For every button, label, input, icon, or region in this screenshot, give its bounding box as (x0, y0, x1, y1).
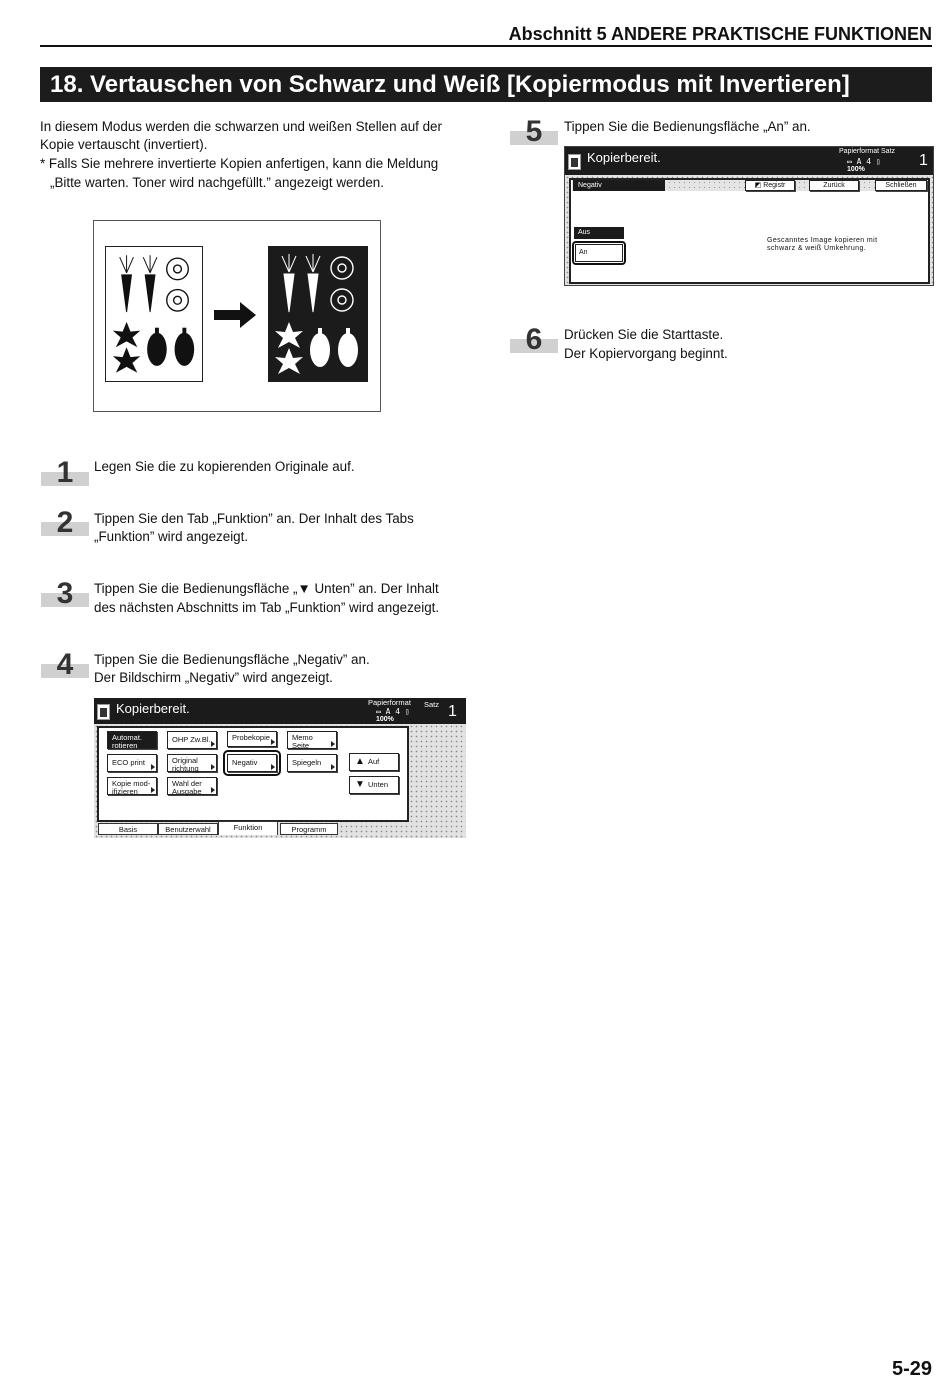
auf-label: Auf (368, 757, 380, 766)
intro-line-1: In diesem Modus werden die schwarzen und weißen Stellen auf der (40, 119, 442, 134)
spiegeln-label: Spiegeln (292, 758, 322, 767)
zurueck-button[interactable]: Zurück (809, 180, 859, 191)
probekopie-button[interactable] (227, 731, 277, 747)
triangle-right-icon (271, 739, 275, 745)
paper-format-label: Papierformat (368, 698, 411, 707)
triangle-right-icon (151, 787, 155, 793)
function-tab-screen (94, 698, 466, 838)
step-number: 3 (56, 577, 74, 610)
step-5-text: Tippen Sie die Bedienungsfläche „An” an. (564, 119, 811, 134)
copy-count: 1 (448, 703, 457, 720)
page-number: 5-29 (891, 1358, 932, 1380)
step-4-text-line-1: Tippen Sie die Bedienungsfläche „Negativ” an. (94, 652, 370, 667)
paper-size-value (376, 707, 410, 716)
arrow-down-icon: ▼ (355, 779, 365, 790)
step-number: 5 (525, 115, 543, 148)
memo-label: Memo Seite (292, 733, 313, 750)
status-message: Kopierbereit. (116, 701, 190, 716)
step-2-text-line-2: „Funktion” wird angezeigt. (94, 529, 249, 544)
tab-funktion[interactable]: Funktion (218, 821, 278, 835)
negativ-button[interactable] (227, 754, 277, 772)
status-message: Kopierbereit. (587, 150, 661, 165)
document-icon (97, 704, 110, 720)
original-orientation-button[interactable] (167, 754, 217, 772)
paper-format-set-label: Papierformat Satz (839, 148, 896, 155)
step-number: 6 (525, 323, 543, 356)
triangle-right-icon (331, 764, 335, 770)
triangle-right-icon (211, 741, 215, 747)
step-number: 1 (56, 456, 74, 489)
step-number: 4 (56, 648, 74, 681)
negativ-screen (564, 146, 934, 286)
tab-basis[interactable]: Basis (98, 823, 158, 835)
ohp-label: OHP Zw.Bl. (172, 735, 211, 744)
triangle-right-icon (211, 787, 215, 793)
arrow-up-icon: ▲ (355, 756, 365, 767)
section-header: Abschnitt 5 ANDERE PRAKTISCHE FUNKTIONEN (508, 24, 932, 44)
eco-print-label: ECO print (112, 758, 145, 767)
zoom-value: 100% (376, 716, 394, 723)
intro-note-line-1: * Falls Sie mehrere invertierte Kopien anfertigen, kann die Meldung (40, 156, 439, 171)
step-2-text-line-1: Tippen Sie den Tab „Funktion” an. Der Inhalt des Tabs (94, 511, 414, 526)
register-icon: ◩ (754, 182, 764, 189)
paper-tray-icon: ▭ (376, 707, 386, 716)
kopie-modifizieren-label: Kopie mod- ifizieren (112, 779, 151, 796)
original-orientation-label: Original richtung (172, 756, 199, 773)
probekopie-label: Probekopie (232, 733, 270, 742)
screen-status-bar (565, 147, 933, 175)
intro-line-2: Kopie vertauscht (invertiert). (40, 137, 208, 152)
auf-button[interactable] (349, 753, 399, 771)
schliessen-button[interactable]: Schließen (875, 180, 927, 191)
aus-button[interactable]: Aus (574, 227, 624, 239)
negativ-title: Negativ (573, 180, 665, 191)
paper-size: A 4 (385, 707, 401, 716)
eco-print-button[interactable] (107, 754, 157, 772)
wahl-ausgabe-label: Wahl der Ausgabe (172, 779, 202, 796)
triangle-right-icon (211, 764, 215, 770)
unten-button[interactable] (349, 776, 399, 794)
header-rule (40, 45, 932, 47)
wahl-ausgabe-button[interactable] (167, 777, 217, 795)
spiegeln-button[interactable] (287, 754, 337, 772)
memo-button[interactable] (287, 731, 337, 749)
document-icon (568, 154, 581, 170)
step-6-text-line-1: Drücken Sie die Starttaste. (564, 327, 724, 342)
zoom-value: 100% (847, 166, 865, 173)
step-3-text-line-2: des nächsten Abschnitts im Tab „Funktion” wird angezeigt. (94, 600, 440, 615)
screen-status-bar (94, 698, 466, 724)
an-button[interactable]: An (575, 244, 623, 262)
set-label: Satz (424, 700, 440, 709)
triangle-right-icon (331, 741, 335, 747)
negative-vegetables-image (268, 246, 368, 382)
triangle-right-icon (151, 764, 155, 770)
unten-label: Unten (368, 780, 389, 789)
copy-count: 1 (919, 152, 928, 169)
negative-image-panel (268, 246, 368, 382)
arrow-right-icon (214, 302, 256, 328)
tab-programm[interactable]: Programm (280, 823, 338, 835)
original-image-panel (105, 246, 203, 382)
intro-note-line-2: „Bitte warten. Toner wird nachgefüllt.” angezeigt werden. (50, 175, 384, 190)
orientation-icon: ▯ (871, 157, 881, 166)
ohp-button[interactable] (167, 731, 217, 749)
original-vegetables-image (106, 247, 202, 381)
triangle-right-icon (271, 764, 275, 770)
step-6-text-line-2: Der Kopiervorgang beginnt. (564, 346, 728, 361)
paper-size: A 4 (856, 157, 872, 166)
tab-benutzerwahl[interactable]: Benutzerwahl (158, 823, 218, 835)
registr-label: Registr (763, 182, 786, 189)
paper-size-value (847, 157, 881, 166)
negativ-label: Negativ (232, 758, 258, 767)
page-title: 18. Vertauschen von Schwarz und Weiß [Kopiermodus mit Invertieren] (40, 67, 932, 102)
auto-rotate-button[interactable]: Automat. rotieren (107, 731, 157, 749)
step-1-text: Legen Sie die zu kopierenden Originale auf. (94, 459, 355, 474)
orientation-icon: ▯ (400, 707, 410, 716)
step-number: 2 (56, 506, 74, 539)
kopie-modifizieren-button[interactable] (107, 777, 157, 795)
registr-button[interactable] (745, 180, 795, 191)
step-4-text-line-2: Der Bildschirm „Negativ” wird angezeigt. (94, 670, 333, 685)
step-3-text-line-1: Tippen Sie die Bedienungsfläche „▼ Unten” an. Der Inhalt (94, 581, 439, 596)
paper-tray-icon: ▭ (847, 157, 857, 166)
negativ-description: Gescanntes Image kopieren mit schwarz & weiß Umkehrung. (767, 237, 878, 252)
